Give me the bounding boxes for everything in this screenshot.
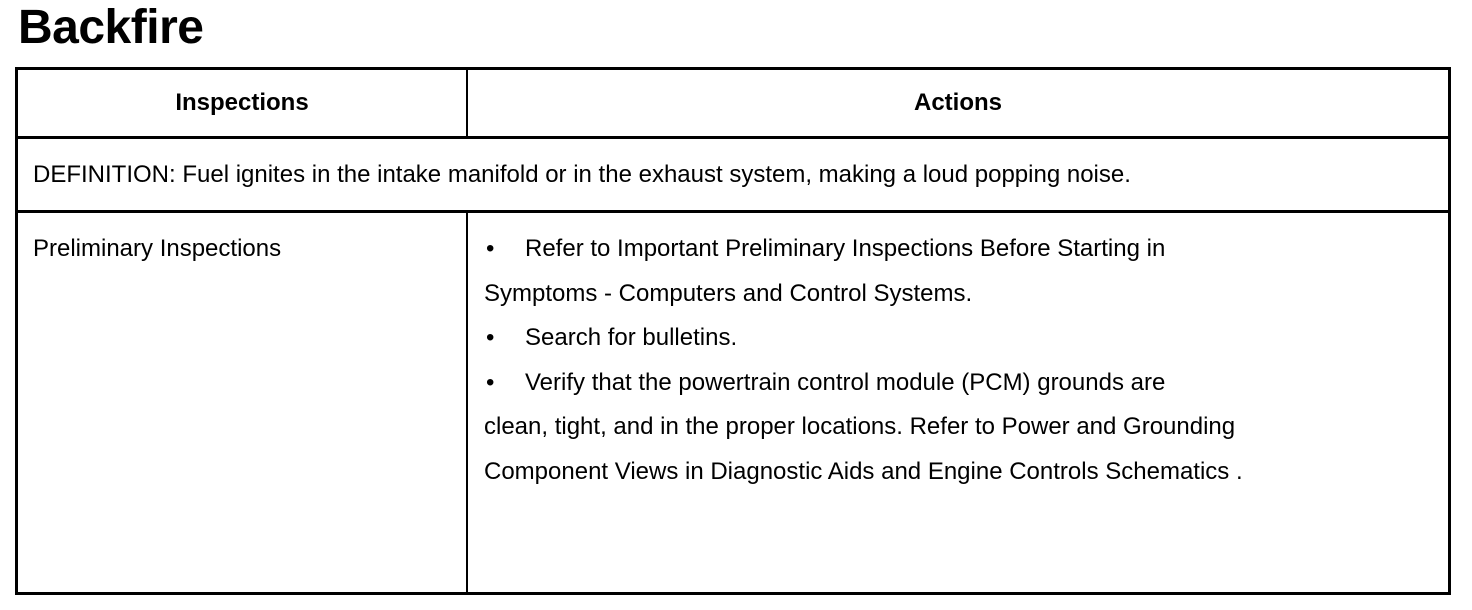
header-actions: Actions: [913, 89, 1002, 116]
actions-cell: [484, 234, 1424, 501]
bullet-icon: •: [486, 235, 495, 262]
action-line: [484, 279, 1424, 324]
action-line-text: clean, tight, and in the proper locations. Refer to Power and Grounding: [484, 413, 1236, 440]
action-line: [484, 323, 1424, 368]
definition-text: DEFINITION: Fuel ignites in the intake manifold or in the exhaust system, making a loud popping noise.: [33, 161, 1131, 188]
header-divider: [18, 136, 1448, 139]
preliminary-inspections-label: Preliminary Inspections: [33, 235, 282, 262]
action-line-text: Component Views in Diagnostic Aids and Engine Controls Schematics .: [484, 457, 1243, 485]
page-title: Backfire: [18, 1, 204, 54]
bullet-icon: •: [486, 324, 495, 351]
inspection-table: [15, 67, 1451, 595]
column-divider-body: [466, 213, 468, 592]
action-line: [484, 234, 1424, 279]
action-line: [484, 368, 1424, 413]
action-line: [484, 412, 1424, 457]
action-line: [484, 457, 1424, 502]
bullet-icon: •: [486, 368, 495, 396]
definition-divider: [18, 210, 1448, 213]
action-line-text: Verify that the powertrain control module (PCM) grounds are: [525, 368, 1166, 396]
action-line-text: Search for bulletins.: [525, 324, 738, 351]
header-inspections: Inspections: [175, 89, 309, 116]
action-line-text: Symptoms - Computers and Control Systems.: [484, 279, 973, 307]
action-line-text: Refer to Important Preliminary Inspections Before Starting in: [525, 235, 1166, 262]
column-divider-header: [466, 70, 468, 136]
